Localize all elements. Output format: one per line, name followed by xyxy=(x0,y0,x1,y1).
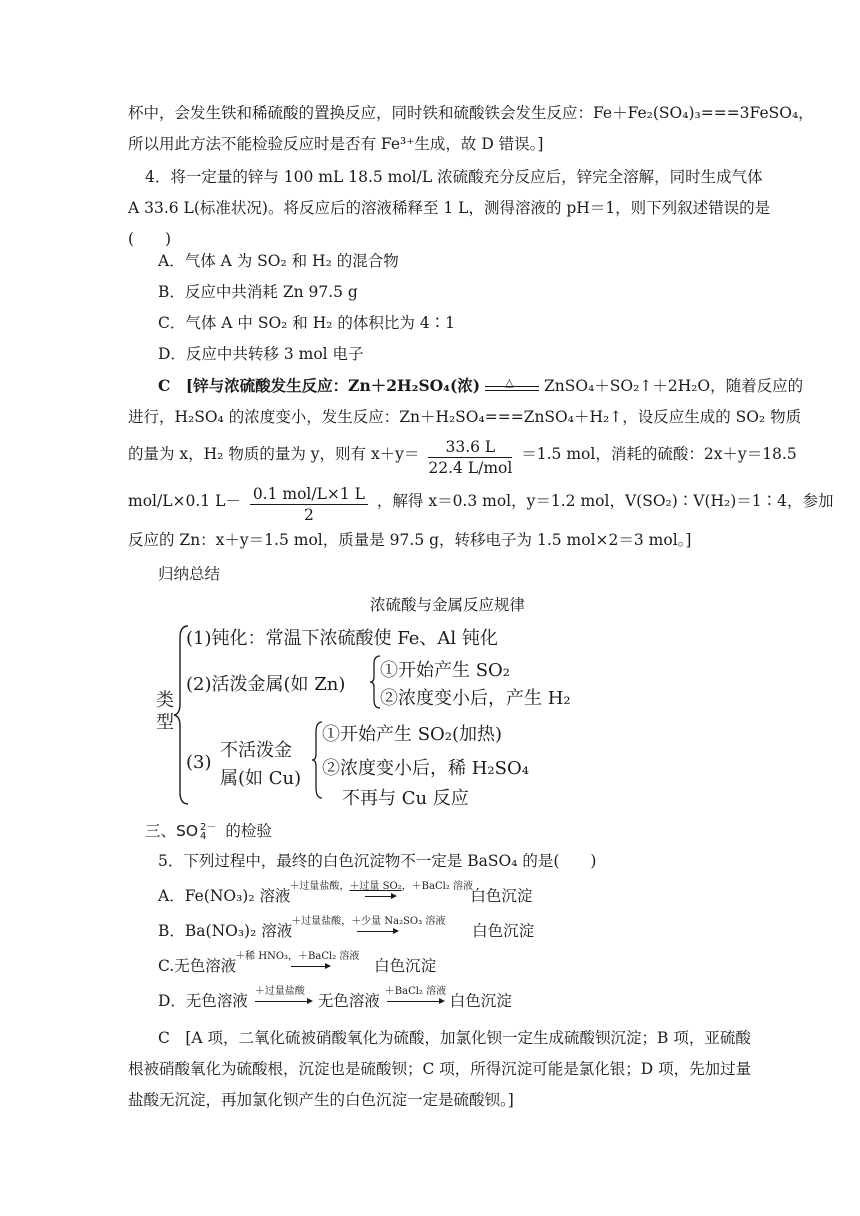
answer-text: mol/L×0.1 L－ xyxy=(128,492,241,510)
type-label: 类型 xyxy=(156,690,174,733)
answer-4-line: 进行，H₂SO₄ 的浓度变小，发生反应：Zn＋H₂SO₄===ZnSO₄＋H₂↑，设反应生成的 SO₂ 物质 xyxy=(128,408,802,426)
reaction-arrow: ＋过量盐酸，＋少量 Na₂SO₃ 溶液 xyxy=(297,922,467,942)
reaction-arrow: ＋过量盐酸，＋过量 SO₂，＋BaCl₂ 溶液 xyxy=(295,887,465,907)
option-5a: A．Fe(NO₃)₂ 溶液 ＋过量盐酸，＋过量 SO₂，＋BaCl₂ 溶液 白色沉淀 xyxy=(158,881,533,905)
option-b: B．反应中共消耗 Zn 97.5 g xyxy=(158,283,358,301)
row-2: (2)活泼金属(如 Zn) xyxy=(186,674,346,695)
reaction-arrow: ＋过量盐酸 xyxy=(253,992,313,1012)
answer-text: ，解得 x＝0.3 mol，y＝1.2 mol，V(SO₂)∶V(H₂)＝1∶4，参加 xyxy=(376,492,834,510)
question-5: 5．下列过程中，最终的白色沉淀物不一定是 BaSO₄ 的是( ) xyxy=(158,852,597,870)
fraction-denominator: 22.4 L/mol xyxy=(428,459,513,477)
fraction-denominator: 2 xyxy=(303,506,314,524)
row-3-label-b: 属(如 Cu) xyxy=(220,768,302,789)
fraction-numerator: 33.6 L xyxy=(428,437,512,458)
reaction-arrow: ＋BaCl₂ 溶液 xyxy=(385,992,445,1012)
row-3iii: 不再与 Cu 反应 xyxy=(342,788,469,809)
classification-diagram xyxy=(150,620,600,810)
fraction xyxy=(250,484,368,525)
row-2b: ②浓度变小后，产生 H₂ xyxy=(380,688,571,709)
option-a: A．气体 A 为 SO₂ 和 H₂ 的混合物 xyxy=(158,252,399,270)
row-3i: ①开始产生 SO₂(加热) xyxy=(322,724,503,745)
answer-text: C [锌与浓硫酸发生反应：Zn＋2H₂SO₄(浓) xyxy=(158,376,481,395)
question-4-line: A 33.6 L(标准状况)。将反应后的溶液稀释至 1 L，测得溶液的 pH＝1，则下列叙述错误的是 xyxy=(128,199,771,217)
summary-heading: 归纳总结 xyxy=(158,565,221,583)
answer-4-line xyxy=(128,437,797,478)
answer-4-line xyxy=(158,375,803,397)
row-1: (1)钝化：常温下浓硫酸使 Fe、Al 钝化 xyxy=(186,628,498,649)
option-5c: C.无色溶液 ＋稀 HNO₃，＋BaCl₂ 溶液 白色沉淀 xyxy=(158,951,437,975)
answer-text: 的量为 x，H₂ 物质的量为 y，则有 x＋y＝ xyxy=(128,445,420,463)
heating-equals-sign: △ xyxy=(485,380,539,394)
answer-5-line: 根被硝酸氧化为硫酸根，沉淀也是硫酸钡；C 项，所得沉淀可能是氯化银；D 项，先加过量 xyxy=(128,1060,752,1078)
text-line: 所以用此方法不能检验反应时是否有 Fe³⁺生成，故 D 错误。] xyxy=(128,135,544,153)
option-c: C．气体 A 中 SO₂ 和 H₂ 的体积比为 4∶1 xyxy=(158,314,456,332)
answer-5-line: C [A 项，二氧化硫被硝酸氧化为硫酸，加氯化钡一定生成硫酸钡沉淀；B 项，亚硫酸 xyxy=(158,1029,751,1047)
diagram-title: 浓硫酸与金属反应规律 xyxy=(370,596,526,614)
question-4-line: 4．将一定量的锌与 100 mL 18.5 mol/L 浓硫酸充分反应后，锌完全溶解，同时生成气体 xyxy=(145,168,763,186)
row-3-number: (3) xyxy=(186,752,212,773)
section-3-heading: 三、SO 2－ 4 的检验 xyxy=(145,821,272,842)
option-5d: D．无色溶液 ＋过量盐酸 无色溶液 ＋BaCl₂ 溶液 白色沉淀 xyxy=(158,986,512,1010)
text-line: 杯中，会发生铁和稀硫酸的置换反应，同时铁和硫酸铁会发生反应：Fe＋Fe₂(SO₄)₃===3FeSO₄， xyxy=(128,104,814,122)
row-3ii: ②浓度变小后，稀 H₂SO₄ xyxy=(322,758,529,779)
row-2a: ①开始产生 SO₂ xyxy=(380,660,511,681)
answer-4-line xyxy=(128,484,834,525)
row-3-label-a: 不活泼金 xyxy=(220,740,292,761)
reaction-arrow: ＋稀 HNO₃，＋BaCl₂ 溶液 xyxy=(241,957,369,977)
fraction xyxy=(428,437,512,478)
option-d: D．反应中共转移 3 mol 电子 xyxy=(158,345,364,363)
answer-4-line: 反应的 Zn：x＋y＝1.5 mol，质量是 97.5 g，转移电子为 1.5 mol×2＝3 mol。] xyxy=(128,531,692,549)
fraction-numerator: 0.1 mol/L×1 L xyxy=(250,484,368,505)
answer-text: ＝1.5 mol，消耗的硫酸：2x＋y＝18.5 xyxy=(521,445,797,463)
answer-5-line: 盐酸无沉淀，再加氯化钡产生的白色沉淀一定是硫酸钡。] xyxy=(128,1091,514,1109)
answer-text: ZnSO₄＋SO₂↑＋2H₂O，随着反应的 xyxy=(544,377,804,395)
outer-brace xyxy=(172,624,190,806)
question-4-line: ( ) xyxy=(128,230,172,248)
option-5b: B．Ba(NO₃)₂ 溶液 ＋过量盐酸，＋少量 Na₂SO₃ 溶液 白色沉淀 xyxy=(158,916,535,940)
